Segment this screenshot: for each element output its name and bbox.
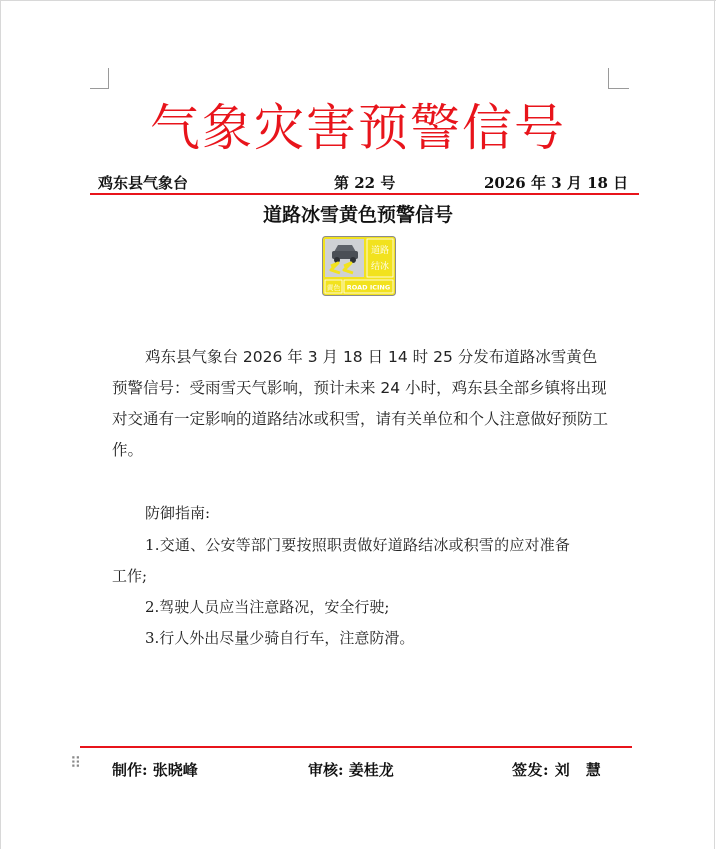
document-title: 气象灾害预警信号 — [150, 99, 566, 157]
footer-signer: 签发: 刘 慧 — [512, 761, 602, 779]
guide-item-2: 2.驾驶人员应当注意路况，安全行驶; — [145, 598, 390, 616]
icon-level-label: 黄色 — [326, 284, 341, 292]
guide-item-3: 3.行人外出尽量少骑自行车，注意防滑。 — [145, 629, 415, 647]
header-divider — [90, 193, 639, 195]
icon-label-top: 道路 — [370, 246, 390, 256]
defense-guide-heading: 防御指南: — [145, 504, 211, 522]
margin-corner-mark-right — [608, 68, 629, 89]
footer-divider — [80, 746, 632, 748]
table-drag-handle-icon[interactable]: ⠿ — [70, 754, 81, 772]
issue-date: 2026 年 3 月 18 日 — [484, 174, 629, 192]
warning-body-text: 鸡东县气象台 2026 年 3 月 18 日 14 时 25 分发布道路冰雪黄色预警信号：受雨雪天气影响，预计未来 24 小时，鸡东县全部乡镇将出现对交通有一定影响的道路结冰或积雪，请有关单位和个人注意做好预防工作。 — [112, 348, 609, 459]
issue-number: 第 22 号 — [334, 174, 396, 192]
guide-item-1: 1.交通、公安等部门要按照职责做好道路结冰或积雪的应对准备 — [145, 536, 571, 554]
footer-maker: 制作: 张晓峰 — [112, 761, 198, 779]
footer-reviewer: 审核: 姜桂龙 — [308, 761, 394, 779]
road-icing-yellow-warning-icon — [322, 236, 396, 296]
margin-corner-mark-left — [90, 68, 109, 89]
warning-subtitle: 道路冰雪黄色预警信号 — [262, 204, 453, 226]
issuer: 鸡东县气象台 — [98, 174, 189, 192]
icon-english-label: ROAD ICING — [346, 283, 391, 292]
icon-label-bottom: 结冰 — [370, 262, 390, 272]
page-edge-top — [0, 0, 716, 1]
guide-item-1-continued: 工作; — [112, 567, 148, 585]
